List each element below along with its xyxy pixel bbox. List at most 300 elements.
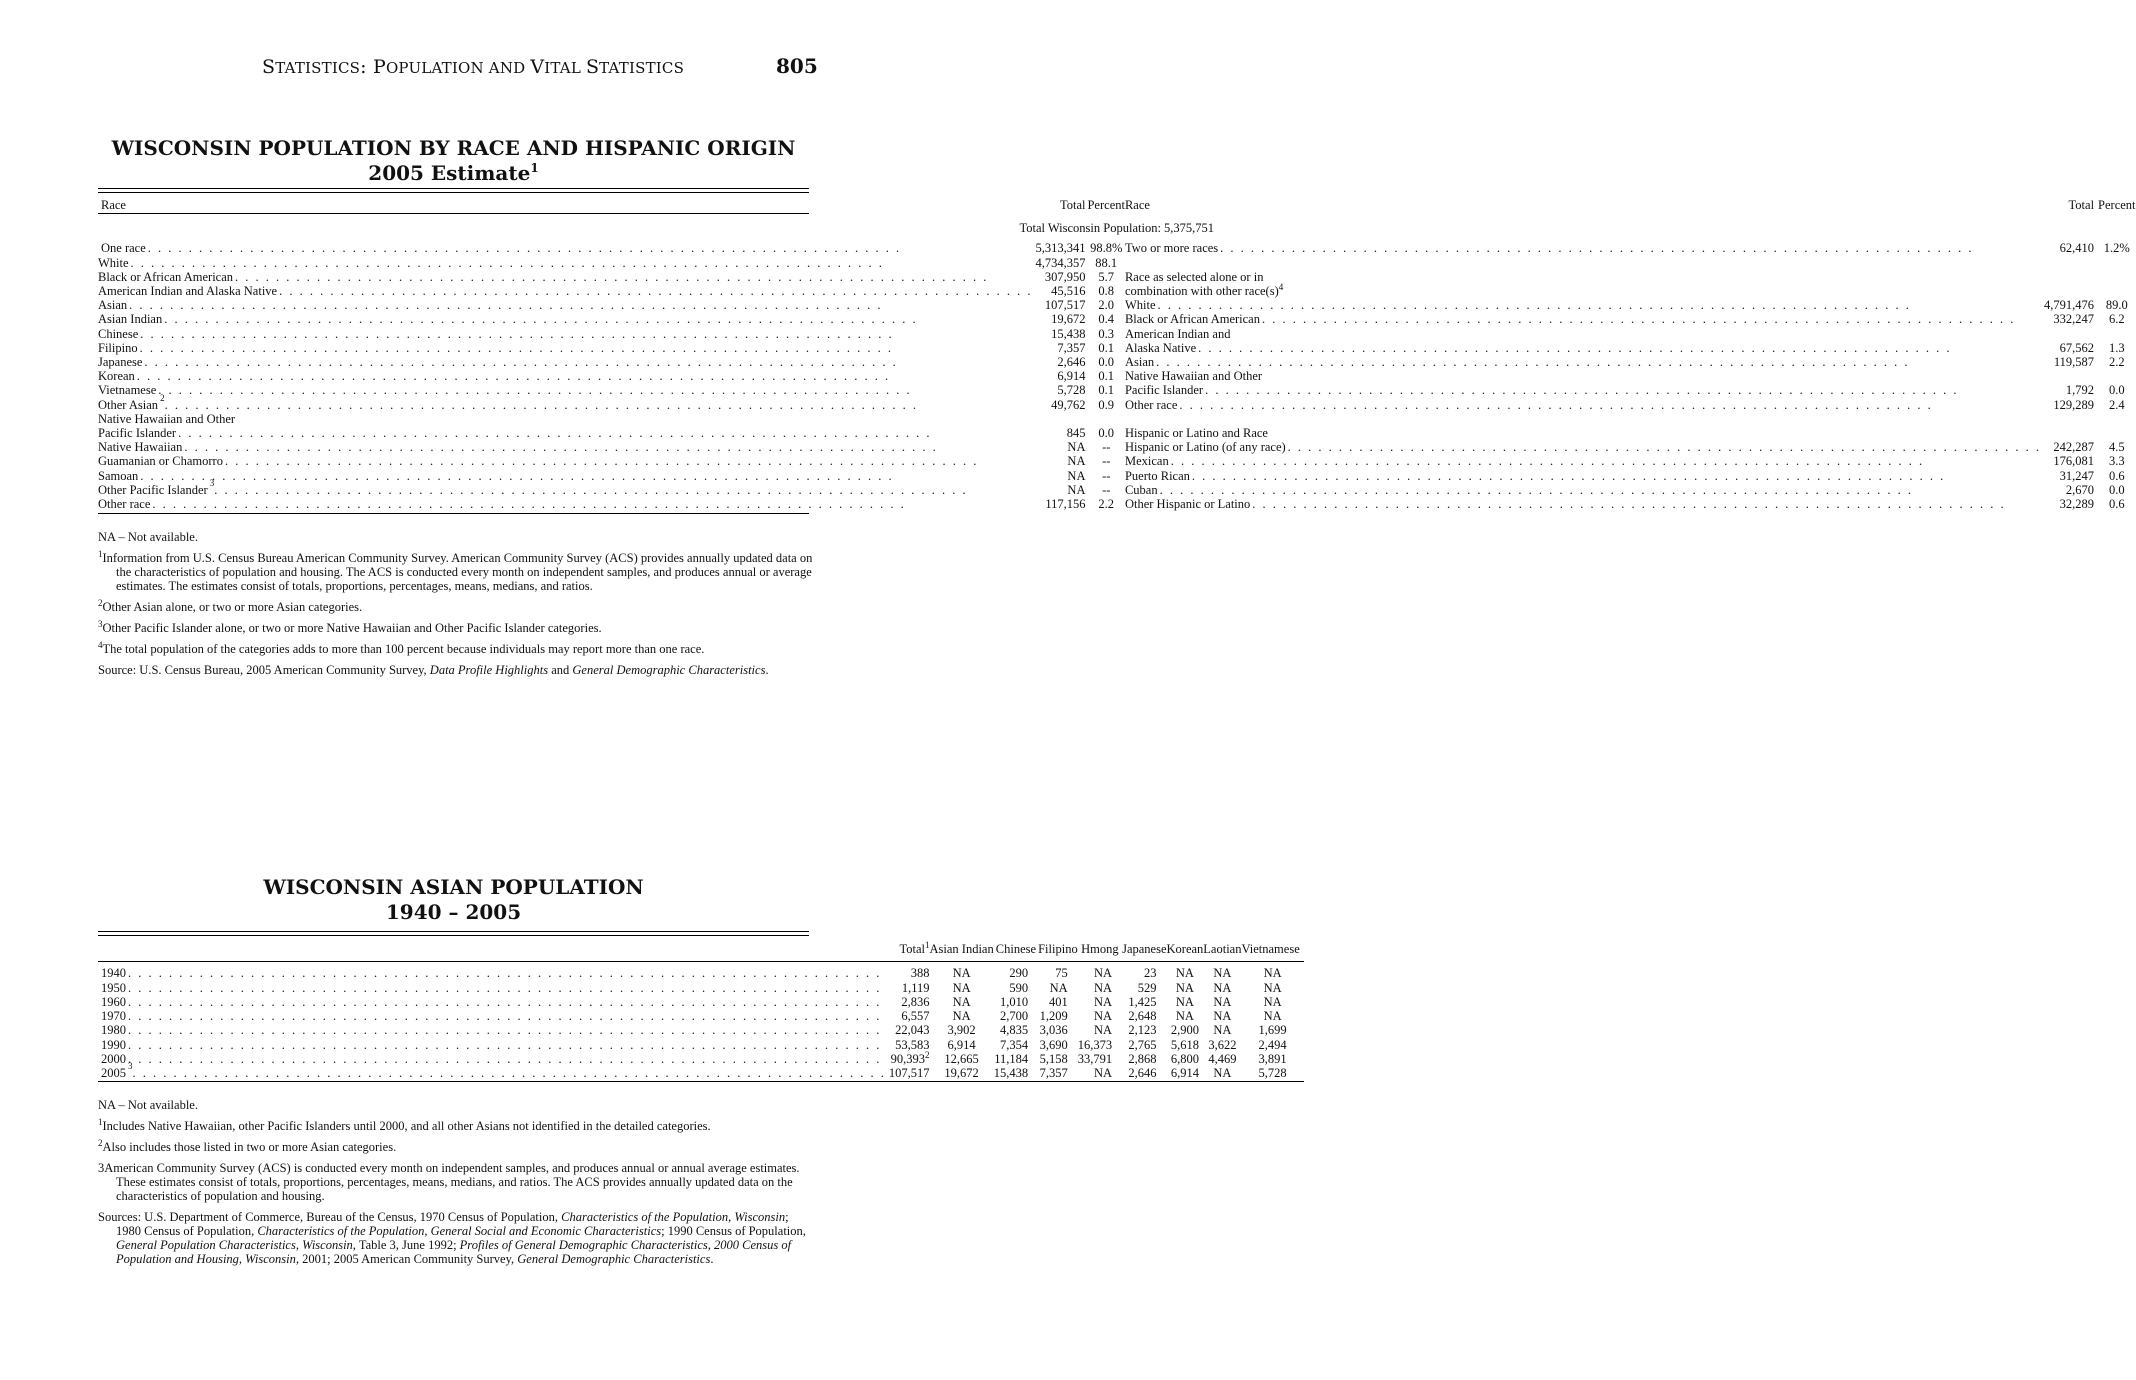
- leader-dots: [137, 369, 1036, 383]
- leader-dots: [1192, 469, 2044, 483]
- total-value: 1,792: [2065, 383, 2095, 398]
- year-label: 1950 . . .: [98, 981, 889, 995]
- total-value: 2,646: [1057, 355, 1086, 370]
- leader-dots: [128, 1023, 889, 1037]
- cell-value: NA: [1213, 1009, 1232, 1024]
- cell-value: NA: [1263, 980, 1282, 995]
- table2-title-block: [0, 875, 907, 925]
- leader-dots: [1252, 497, 2044, 511]
- table-row: [98, 1038, 1304, 1052]
- percent-value: 0.0: [1098, 426, 1115, 441]
- table2-note-na: NA – Not available.: [98, 1098, 198, 1112]
- total-value: [2044, 284, 2098, 298]
- table2-top-rule-2: [98, 935, 809, 936]
- total-value: [2044, 327, 2098, 341]
- cell-value: NA: [1263, 994, 1282, 1009]
- cell-value: 7,354: [999, 1037, 1029, 1052]
- total-value: 4,791,476: [2044, 298, 2095, 313]
- percent-value: 1.2%: [2103, 241, 2130, 256]
- leader-dots: [129, 298, 1035, 312]
- cell-value: NA: [1175, 980, 1194, 995]
- asian-population-table: [98, 939, 1304, 1082]
- cell-value: NA: [1175, 994, 1194, 1009]
- cell-value: 2,765: [1128, 1037, 1157, 1052]
- percent-value: 1.3: [2108, 340, 2125, 355]
- total-value: 129,289: [2053, 397, 2095, 412]
- cell-value: NA: [1094, 980, 1113, 995]
- leader-dots: [152, 497, 1035, 511]
- cell-value: 6,914: [947, 1037, 976, 1052]
- leader-dots: [1171, 454, 2044, 468]
- table-row: [98, 995, 1304, 1009]
- cell-value: NA: [1175, 1009, 1194, 1024]
- col-header: Japanese: [1122, 939, 1166, 962]
- race-label: Other Hispanic or Latino . . .: [1125, 497, 2044, 511]
- table-row: [98, 412, 2136, 426]
- cell-value: 3,690: [1039, 1037, 1068, 1052]
- cell-value: 1,010: [999, 994, 1029, 1009]
- total-value: 5,728: [1057, 383, 1086, 398]
- cell-value: 6,914: [1167, 1066, 1204, 1081]
- race-label: Pacific Islander . . .: [98, 426, 1035, 440]
- cell-value: 90,393$^2$: [890, 1050, 930, 1067]
- leader-dots: [128, 995, 889, 1009]
- cell-value: 2,648: [1128, 1009, 1157, 1024]
- cell-value: NA: [952, 980, 971, 995]
- table-row: [98, 369, 2136, 383]
- total-value: 45,516: [1051, 284, 1086, 299]
- leader-dots: [225, 454, 1036, 468]
- table1-note-2: $^2$Other Asian alone, or two or more Asian categories.: [98, 598, 363, 614]
- race-label: Chinese . . .: [98, 327, 1035, 341]
- cell-value: NA: [1203, 1066, 1241, 1081]
- table-row: [98, 341, 2136, 355]
- cell-value: 11,184: [994, 1052, 1029, 1067]
- cell-value: 4,469: [1208, 1052, 1237, 1067]
- table1-title-block: [0, 136, 907, 186]
- running-header-title: STATISTICS: POPULATION AND VITAL STATISTICS: [262, 56, 685, 78]
- table1-note-1: $^1$Information from U.S. Census Bureau American Community Survey. American Community Survey (ACS) provides annually updated data on the characteristics of population and housing. The ACS is conducted every month on independent samples, and produces annual or average estimates. The estimates consist of totals, proportions, percentages, means, medians, and ratios.: [98, 549, 813, 593]
- percent-value: 0.8: [1098, 284, 1115, 299]
- race-label: [1125, 412, 2044, 426]
- cell-value: 5,728: [1241, 1066, 1303, 1081]
- percent-value: 0.6: [2108, 497, 2125, 512]
- race-label: One race . . .: [98, 241, 1035, 255]
- total-value: 307,950: [1044, 269, 1086, 284]
- table1-source: Source: U.S. Census Bureau, 2005 American Community Survey, Data Profile Highlights and General Demographic Characteristics.: [98, 663, 769, 677]
- col-header: Korean: [1167, 939, 1204, 962]
- leader-dots: [140, 469, 1035, 483]
- cell-value: 2,700: [999, 1009, 1029, 1024]
- race-label: Samoan . . .: [98, 469, 1035, 483]
- table-row: [98, 398, 2136, 412]
- cell-value: NA: [1213, 966, 1232, 981]
- total-value: 176,081: [2053, 454, 2095, 469]
- total-value: 242,287: [2053, 440, 2095, 455]
- percent-value: 0.0: [2108, 482, 2125, 497]
- cell-value: NA: [1263, 966, 1282, 981]
- cell-value: 590: [1009, 980, 1029, 995]
- leader-dots: [144, 355, 1035, 369]
- cell-value: 19,672: [930, 1066, 994, 1081]
- year-label: 1960 . . .: [98, 995, 889, 1009]
- total-value: 6,914: [1057, 369, 1086, 384]
- cell-value: 388: [910, 966, 930, 981]
- col-header: Asian Indian: [930, 939, 994, 962]
- col-header: Vietnamese: [1241, 939, 1303, 962]
- total-value: [2044, 426, 2098, 440]
- cell-value: 107,517: [888, 1066, 930, 1081]
- percent-value: [2098, 369, 2135, 383]
- total-value: [2044, 412, 2098, 426]
- cell-value: 1,425: [1128, 994, 1157, 1009]
- leader-dots: [131, 256, 1036, 270]
- cell-value: NA: [1213, 994, 1232, 1009]
- cell-value: 3,036: [1039, 1023, 1068, 1038]
- leader-dots: [1156, 355, 2044, 369]
- leader-dots: [1262, 312, 2044, 326]
- col-header: Filipino: [1038, 939, 1078, 962]
- year-label: 1980 . . .: [98, 1023, 889, 1037]
- total-value: [2044, 256, 2098, 270]
- cell-value: 6,800: [1170, 1052, 1199, 1067]
- race-label: Black or African American . . .: [1125, 312, 2044, 326]
- leader-dots: [1160, 483, 2044, 497]
- col-percent-left: Percent: [1087, 198, 1125, 212]
- race-label: combination with other $race(s)^4$: [1124, 282, 1284, 299]
- percent-value: [2098, 412, 2135, 426]
- table1-notes: [98, 530, 816, 684]
- percent-value: --: [1102, 468, 1111, 483]
- table2-subtitle: 1940 – 2005: [385, 900, 522, 924]
- cell-value: 2,900: [1170, 1023, 1199, 1038]
- table-row: [98, 270, 2136, 284]
- cell-value: 5,618: [1170, 1037, 1199, 1052]
- table-row: [98, 962, 1304, 981]
- percent-value: 0.6: [2108, 468, 2125, 483]
- cell-value: 3,622: [1208, 1037, 1237, 1052]
- col-header: Total$^1$: [889, 939, 930, 962]
- cell-value: 3,891: [1258, 1052, 1287, 1067]
- table1-subtitle-note: 1: [530, 161, 539, 175]
- percent-value: 2.0: [1098, 298, 1115, 313]
- col-year: [98, 939, 889, 962]
- table1-top-rule: [98, 188, 809, 189]
- table-row: [98, 355, 2136, 369]
- table2-note-3: 3American Community Survey (ACS) is conducted every month on independent samples, and produces annual or annual average estimates. These estimates consist of totals, proportions, percentages, means, medians, and ratios. The ACS provides annually updated data on the characteristics of population and housing.: [98, 1161, 800, 1203]
- percent-value: 0.4: [1098, 312, 1115, 327]
- year-label: 1970 . . .: [98, 1009, 889, 1023]
- leader-dots: [1205, 383, 2044, 397]
- percent-value: 5.7: [1098, 269, 1115, 284]
- race-label: White . . .: [1125, 298, 2044, 312]
- table1-note-4: $^4$The total population of the categories adds to more than 100 percent because individuals may report more than one race.: [98, 640, 705, 656]
- cell-value: NA: [1263, 1009, 1282, 1024]
- total-value: 32,289: [2059, 497, 2095, 512]
- cell-value: 1,699: [1258, 1023, 1287, 1038]
- cell-value: 290: [1009, 966, 1029, 981]
- cell-value: NA: [1175, 966, 1194, 981]
- cell-value: 4,835: [999, 1023, 1029, 1038]
- total-value: 19,672: [1051, 312, 1086, 327]
- page-number: 805: [776, 54, 818, 78]
- cell-value: 2,836: [901, 994, 930, 1009]
- total-value: 31,247: [2059, 468, 2095, 483]
- race-label: Hispanic or Latino and Race: [1124, 426, 1268, 441]
- table-row: [98, 1009, 1304, 1023]
- table-row: [98, 426, 2136, 440]
- leader-dots: [184, 440, 1035, 454]
- percent-value: 4.5: [2108, 440, 2125, 455]
- percent-value: [2098, 256, 2135, 270]
- cell-value: NA: [1094, 966, 1113, 981]
- race-label: Vietnamese . . .: [98, 383, 1035, 397]
- cell-value: 529: [1137, 980, 1157, 995]
- percent-value: 6.2: [2108, 312, 2125, 327]
- total-value: 5,313,341: [1035, 241, 1086, 256]
- leader-dots: [148, 241, 1036, 255]
- col-header: Laotian: [1203, 939, 1241, 962]
- col-race-left: Race: [101, 198, 126, 212]
- race-label: Black or African American . . .: [98, 270, 1035, 284]
- race-label: Korean . . .: [98, 369, 1035, 383]
- col-percent-right: Percent: [2098, 198, 2136, 212]
- race-label: Mexican . . .: [1125, 454, 2044, 468]
- race-label: Hispanic or Latino (of any race) . . .: [1125, 440, 2044, 454]
- total-value: 15,438: [1051, 326, 1086, 341]
- total-value: 67,562: [2059, 340, 2095, 355]
- race-label: Other race . . .: [98, 497, 1035, 511]
- total-value: NA: [1067, 440, 1086, 455]
- percent-value: 2.4: [2108, 397, 2125, 412]
- leader-dots: [128, 1038, 889, 1052]
- cell-value: NA: [952, 1009, 971, 1024]
- percent-value: 0.3: [1098, 326, 1115, 341]
- table-row: [98, 312, 2136, 326]
- race-label: Two or more races . . .: [1125, 241, 2044, 255]
- percent-value: 2.2: [2108, 355, 2125, 370]
- table-row: [98, 256, 2136, 270]
- leader-dots: [165, 398, 1036, 412]
- race-label: Puerto Rican . . .: [1125, 469, 2044, 483]
- percent-value: 0.0: [2108, 383, 2125, 398]
- race-label: Cuban . . .: [1125, 483, 2044, 497]
- total-value: NA: [1067, 468, 1086, 483]
- race-label: American Indian and Alaska Native . . .: [98, 284, 1035, 298]
- cell-value: 2,123: [1128, 1023, 1157, 1038]
- leader-dots: [1198, 341, 2044, 355]
- percent-value: [2098, 270, 2135, 284]
- race-label: Race as selected alone or in: [1124, 269, 1264, 284]
- total-value: [2044, 369, 2098, 383]
- race-label: Alaska Native . . .: [1125, 341, 2044, 355]
- percent-value: 0.1: [1098, 369, 1115, 384]
- leader-dots: [1158, 298, 2045, 312]
- race-label: Pacific Islander . . .: [1125, 383, 2044, 397]
- cell-value: 12,665: [944, 1052, 979, 1067]
- cell-value: 1,119: [901, 980, 930, 995]
- table-row: [98, 469, 2136, 483]
- percent-value: 2.2: [1098, 497, 1115, 512]
- total-value: 107,517: [1044, 298, 1086, 313]
- leader-dots: [1288, 440, 2044, 454]
- race-label: Asian . . .: [1125, 355, 2044, 369]
- total-value: 4,734,357: [1035, 255, 1086, 270]
- cell-value: 22,043: [895, 1023, 930, 1038]
- race-label: Guamanian or Chamorro . . .: [98, 454, 1035, 468]
- leader-dots: [178, 426, 1035, 440]
- cell-value: NA: [952, 966, 971, 981]
- cell-value: 15,438: [994, 1066, 1038, 1081]
- table2-sources: Sources: U.S. Department of Commerce, Bureau of the Census, 1970 Census of Population, Characteristics of the Population, Wisconsin; 1980 Census of Population, Characteristics of the Population, General Social and Economic Characteristics; 1990 Census of Population, General Population Characteristics, Wisconsin, Table 3, June 1992; Profiles of General Demographic Characteristics, 2000 Census of Population and Housing, Wisconsin, 2001; 2005 American Community Survey, General Demographic Characteristics.: [98, 1210, 806, 1266]
- cell-value: NA: [1213, 980, 1232, 995]
- leader-dots: [128, 1009, 889, 1023]
- percent-value: 0.0: [1098, 355, 1115, 370]
- race-label: Other race . . .: [1125, 398, 2044, 412]
- cell-value: 5,158: [1039, 1052, 1068, 1067]
- cell-value: NA: [952, 994, 971, 1009]
- cell-value: NA: [1049, 980, 1068, 995]
- table1-note-na: NA – Not available.: [98, 530, 198, 544]
- total-value: 62,410: [2059, 241, 2095, 256]
- race-population-table: [98, 198, 2136, 511]
- leader-dots: [140, 327, 1035, 341]
- race-label: Japanese . . .: [98, 355, 1035, 369]
- percent-value: 89.0: [2105, 298, 2128, 313]
- table-row: [98, 383, 2136, 397]
- table-row: [98, 1052, 1304, 1066]
- percent-value: [2098, 327, 2135, 341]
- total-value: 2,670: [2065, 482, 2095, 497]
- race-label: Filipino . . .: [98, 341, 1035, 355]
- cell-value: NA: [1094, 1023, 1113, 1038]
- cell-value: 6,557: [901, 1009, 930, 1024]
- cell-value: 1,209: [1039, 1009, 1068, 1024]
- cell-value: NA: [1094, 1009, 1113, 1024]
- table2-title: WISCONSIN ASIAN POPULATION: [263, 875, 644, 899]
- race-label: Native Hawaiian and Other: [1124, 369, 1263, 384]
- race-label: Other Pacific Islander 3 . . .: [98, 483, 1035, 497]
- table-row: [98, 327, 2136, 341]
- cell-value: 2,494: [1258, 1037, 1287, 1052]
- table-row: [98, 298, 2136, 312]
- year-label: 2000 . . .: [98, 1052, 889, 1066]
- total-value: NA: [1067, 454, 1086, 469]
- table-row: [98, 241, 2136, 255]
- cell-value: 7,357: [1038, 1066, 1078, 1081]
- cell-value: NA: [1094, 994, 1113, 1009]
- race-label: Other Asian 2 . . .: [98, 398, 1035, 412]
- percent-value: [2098, 426, 2135, 440]
- total-value: 117,156: [1045, 497, 1086, 512]
- leader-dots: [158, 383, 1035, 397]
- col-header: Chinese: [994, 939, 1038, 962]
- year-label: 2005 3 . . .: [98, 1066, 889, 1081]
- table-row: [98, 454, 2136, 468]
- cell-value: 16,373: [1077, 1037, 1113, 1052]
- cell-value: 53,583: [895, 1037, 930, 1052]
- leader-dots: [164, 312, 1035, 326]
- table-row: [98, 1066, 1304, 1081]
- col-total-left: Total: [1059, 198, 1086, 212]
- table1-top-rule-2: [98, 192, 809, 193]
- percent-value: [1087, 412, 1124, 426]
- cell-value: 75: [1055, 966, 1068, 981]
- race-label: White . . .: [98, 256, 1035, 270]
- race-label: American Indian and: [1124, 326, 1231, 341]
- total-value: [1035, 412, 1087, 426]
- table1-header-row: [98, 198, 2136, 212]
- percent-value: 0.9: [1098, 397, 1115, 412]
- table-row: [98, 1023, 1304, 1037]
- percent-value: --: [1102, 482, 1111, 497]
- table1-title: WISCONSIN POPULATION BY RACE AND HISPANIC ORIGIN: [111, 136, 796, 160]
- race-label: Native Hawaiian . . .: [98, 440, 1035, 454]
- total-population-text: Total Wisconsin Population: 5,375,751: [1019, 221, 1215, 236]
- percent-value: 3.3: [2108, 454, 2125, 469]
- percent-value: 0.1: [1098, 340, 1115, 355]
- leader-dots: [128, 1052, 889, 1066]
- total-value: NA: [1067, 482, 1086, 497]
- table2-note-1: $^1$Includes Native Hawaiian, other Pacific Islanders until 2000, and all other Asians not identified in the detailed categories.: [98, 1117, 711, 1133]
- total-population-row: [98, 212, 2136, 241]
- leader-dots: [1220, 241, 2044, 255]
- year-label: 1990 . . .: [98, 1038, 889, 1052]
- table2-note-2: $^2$Also includes those listed in two or more Asian categories.: [98, 1138, 397, 1154]
- table2-header-row: [98, 939, 1304, 962]
- leader-dots: [128, 981, 889, 995]
- cell-value: NA: [1213, 1023, 1232, 1038]
- cell-value: 401: [1048, 994, 1068, 1009]
- year-label: 1940 . . .: [98, 962, 889, 981]
- leader-dots: [140, 341, 1036, 355]
- cell-value: 23: [1144, 966, 1157, 981]
- race-label: Asian . . .: [98, 298, 1035, 312]
- total-value: 332,247: [2053, 312, 2095, 327]
- col-total-right: Total: [2068, 198, 2095, 212]
- table2-notes: [98, 1098, 816, 1273]
- cell-value: 2,868: [1128, 1052, 1157, 1067]
- percent-value: [2098, 284, 2135, 298]
- table-row: [98, 483, 2136, 497]
- table-row: [98, 497, 2136, 511]
- race-label: Asian Indian . . .: [98, 312, 1035, 326]
- total-value: [2044, 270, 2098, 284]
- percent-value: --: [1102, 440, 1111, 455]
- leader-dots: [235, 270, 1035, 284]
- total-value: 49,762: [1051, 397, 1086, 412]
- percent-value: 0.1: [1098, 383, 1115, 398]
- percent-value: 88.1: [1095, 255, 1118, 270]
- table1-subtitle: 2005 Estimate$^1$: [368, 161, 539, 185]
- percent-value: 98.8%: [1090, 241, 1123, 256]
- col-race-right: Race: [1124, 198, 1150, 212]
- table-row: [98, 284, 2136, 298]
- col-header: Hmong: [1078, 939, 1122, 962]
- total-value: 119,587: [2053, 355, 2095, 370]
- total-value: 845: [1066, 426, 1086, 441]
- leader-dots: [279, 284, 1035, 298]
- table-row: [98, 981, 1304, 995]
- race-label: [1125, 256, 2044, 270]
- leader-dots: [1179, 398, 2044, 412]
- race-label: Native Hawaiian and Other: [98, 411, 236, 426]
- table2-top-rule: [98, 931, 809, 932]
- total-value: 7,357: [1057, 340, 1086, 355]
- cell-value: NA: [1078, 1066, 1122, 1081]
- cell-value: 3,902: [947, 1023, 976, 1038]
- table1-bottom-rule: [98, 513, 809, 514]
